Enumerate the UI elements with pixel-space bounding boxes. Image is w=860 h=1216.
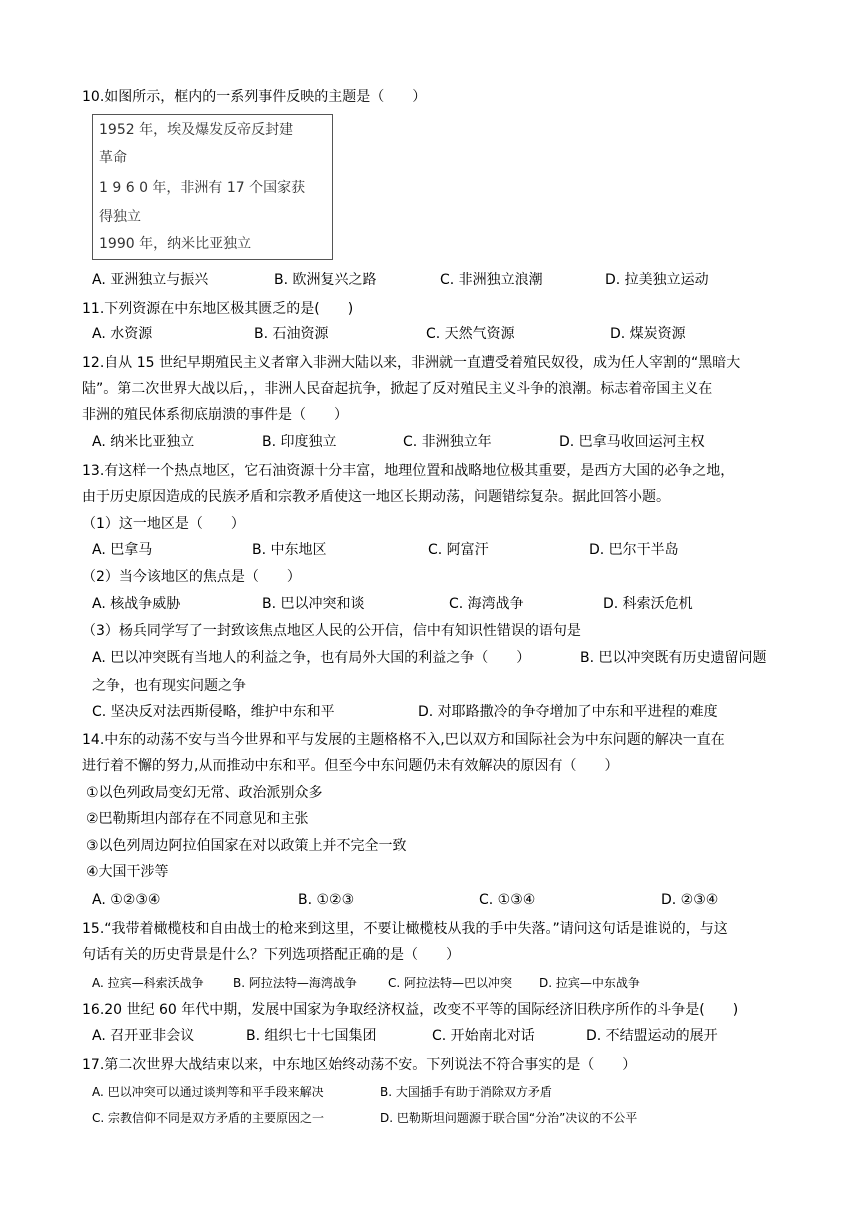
question-16-options [92,1024,792,1048]
question-13-stem-line-1: 13.有这样一个热点地区，它石油资源十分丰富，地理位置和战略地位极其重要，是西方大国的必争之地， [82,463,735,479]
option-d[interactable]: D. ②③④ [661,892,719,908]
question-12-stem-line-3: 非洲的殖民体系彻底崩溃的事件是（ ） [82,407,348,423]
option-d[interactable]: D. 科索沃危机 [603,596,693,612]
option-b[interactable]: B. 中东地区 [252,542,327,558]
question-10-figure-box [92,114,333,260]
option-c[interactable]: C. 海湾战争 [449,596,524,612]
option-b[interactable]: B. 组织七十七国集团 [246,1028,377,1044]
option-a[interactable]: A. 拉宾—科索沃战争 [92,976,204,990]
figure-line-2: 革命 [99,150,127,166]
option-d[interactable]: D. 拉宾—中东战争 [539,976,640,990]
question-13-sub-3-options-row-2 [92,700,792,724]
question-16-stem: 16.20 世纪 60 年代中期，发展中国家为争取经济权益，改变不平等的国际经济旧秩序所作的斗争是( ) [82,1002,739,1018]
option-a[interactable]: A. 水资源 [92,326,153,342]
option-a[interactable]: A. 纳米比亚独立 [92,434,195,450]
question-13-sub-2: （2）当今该地区的焦点是（ ） [82,569,301,585]
option-a[interactable]: A. 巴拿马 [92,542,153,558]
option-a[interactable]: A. ①②③④ [92,892,161,908]
option-a[interactable]: A. 亚洲独立与振兴 [92,272,209,288]
option-a[interactable]: A. 巴以冲突既有当地人的利益之争，也有局外大国的利益之争（ ） [92,650,531,666]
question-15-stem-line-2: 句话有关的历史背景是什么？下列选项搭配正确的是（ ） [82,947,460,963]
option-c[interactable]: C. 宗教信仰不同是双方矛盾的主要原因之一 [92,1111,325,1125]
figure-line-5: 1990 年，纳米比亚独立 [99,236,252,252]
option-a[interactable]: A. 核战争威胁 [92,596,181,612]
question-15-options [92,971,792,995]
option-c[interactable]: C. 坚决反对法西斯侵略，维护中东和平 [92,704,335,720]
question-12-options [92,430,792,454]
option-b[interactable]: B. 印度独立 [262,434,337,450]
question-11-stem: 11.下列资源在中东地区极其匮乏的是( ) [82,301,354,317]
statement-2: ②巴勒斯坦内部存在不同意见和主张 [86,811,309,827]
question-14-stem-line-1: 14.中东的动荡不安与当今世界和平与发展的主题格格不入,巴以双方和国际社会为中东问题的解决一直在 [82,732,725,748]
question-13-stem-line-2: 由于历史原因造成的民族矛盾和宗教矛盾使这一地区长期动荡，问题错综复杂。据此回答小题。 [82,489,670,505]
option-c[interactable]: C. 非洲独立浪潮 [440,272,543,288]
question-17-stem: 17.第二次世界大战结束以来，中东地区始终动荡不安。下列说法不符合事实的是（ ） [82,1057,637,1073]
option-b[interactable]: B. 欧洲复兴之路 [274,272,377,288]
question-13-sub-1: （1）这一地区是（ ） [82,516,245,532]
option-c[interactable]: C. 非洲独立年 [403,434,492,450]
option-b-continuation: 之争，也有现实问题之争 [92,678,246,694]
option-c[interactable]: C. ①③④ [479,892,536,908]
option-d[interactable]: D. 对耶路撒冷的争夺增加了中东和平进程的难度 [418,704,718,720]
question-15-stem-line-1: 15.“我带着橄榄枝和自由战士的枪来到这里，不要让橄榄枝从我的手中失落。”请问这句话是谁说的，与这 [82,921,728,937]
question-13-sub-1-options [92,538,792,562]
question-14-options [92,888,792,912]
option-d[interactable]: D. 煤炭资源 [610,326,686,342]
question-13-sub-3-options-row-1 [92,646,792,670]
option-b[interactable]: B. 石油资源 [254,326,329,342]
question-10-options [92,268,792,292]
option-c[interactable]: C. 开始南北对话 [432,1028,535,1044]
option-a[interactable]: A. 巴以冲突可以通过谈判等和平手段来解决 [92,1085,324,1099]
option-d[interactable]: D. 拉美独立运动 [605,272,709,288]
question-14-stem-line-2: 进行着不懈的努力,从而推动中东和平。但至今中东问题仍未有效解决的原因有（ ） [82,758,619,774]
question-12-stem-line-2: 陆”。第二次世界大战以后，，非洲人民奋起抗争，掀起了反对殖民主义斗争的浪潮。标志着帝国主义在 [82,381,713,397]
question-17-options-row-1 [92,1080,792,1104]
option-b[interactable]: B. 阿拉法特—海湾战争 [233,976,357,990]
option-c[interactable]: C. 阿拉法特—巴以冲突 [388,976,513,990]
option-a[interactable]: A. 召开亚非会议 [92,1028,195,1044]
figure-line-1: 1952 年，埃及爆发反帝反封建 [99,122,294,138]
statement-1: ①以色列政局变幻无常、政治派别众多 [86,785,323,801]
option-d[interactable]: D. 巴尔干半岛 [589,542,679,558]
option-b[interactable]: B. 巴以冲突和谈 [262,596,365,612]
option-c[interactable]: C. 阿富汗 [428,542,489,558]
question-11-options [92,322,792,346]
question-13-sub-2-options [92,592,792,616]
option-d[interactable]: D. 巴勒斯坦问题源于联合国“分治”决议的不公平 [380,1111,638,1125]
question-13-sub-3: （3）杨兵同学写了一封致该焦点地区人民的公开信，信中有知识性错误的语句是 [82,623,581,639]
question-17-options-row-2 [92,1106,792,1130]
option-c[interactable]: C. 天然气资源 [426,326,515,342]
figure-line-4: 得独立 [99,209,141,225]
figure-line-3: 1 9 6 0 年，非洲有 17 个国家获 [99,180,306,196]
question-10-stem: 10.如图所示，框内的一系列事件反映的主题是（ ） [82,89,427,105]
option-b[interactable]: B. 大国插手有助于消除双方矛盾 [380,1085,552,1099]
option-b[interactable]: B. ①②③ [298,892,355,908]
statement-4: ④大国干涉等 [86,864,169,880]
question-12-stem-line-1: 12.自从 15 世纪早期殖民主义者窜入非洲大陆以来，非洲就一直遭受着殖民奴役，成为任人宰割的“黑暗大 [82,355,741,371]
option-b[interactable]: B. 巴以冲突既有历史遗留问题 [580,650,767,666]
option-d[interactable]: D. 巴拿马收回运河主权 [559,434,705,450]
statement-3: ③以色列周边阿拉伯国家在对以政策上并不完全一致 [86,838,407,854]
option-d[interactable]: D. 不结盟运动的展开 [586,1028,718,1044]
